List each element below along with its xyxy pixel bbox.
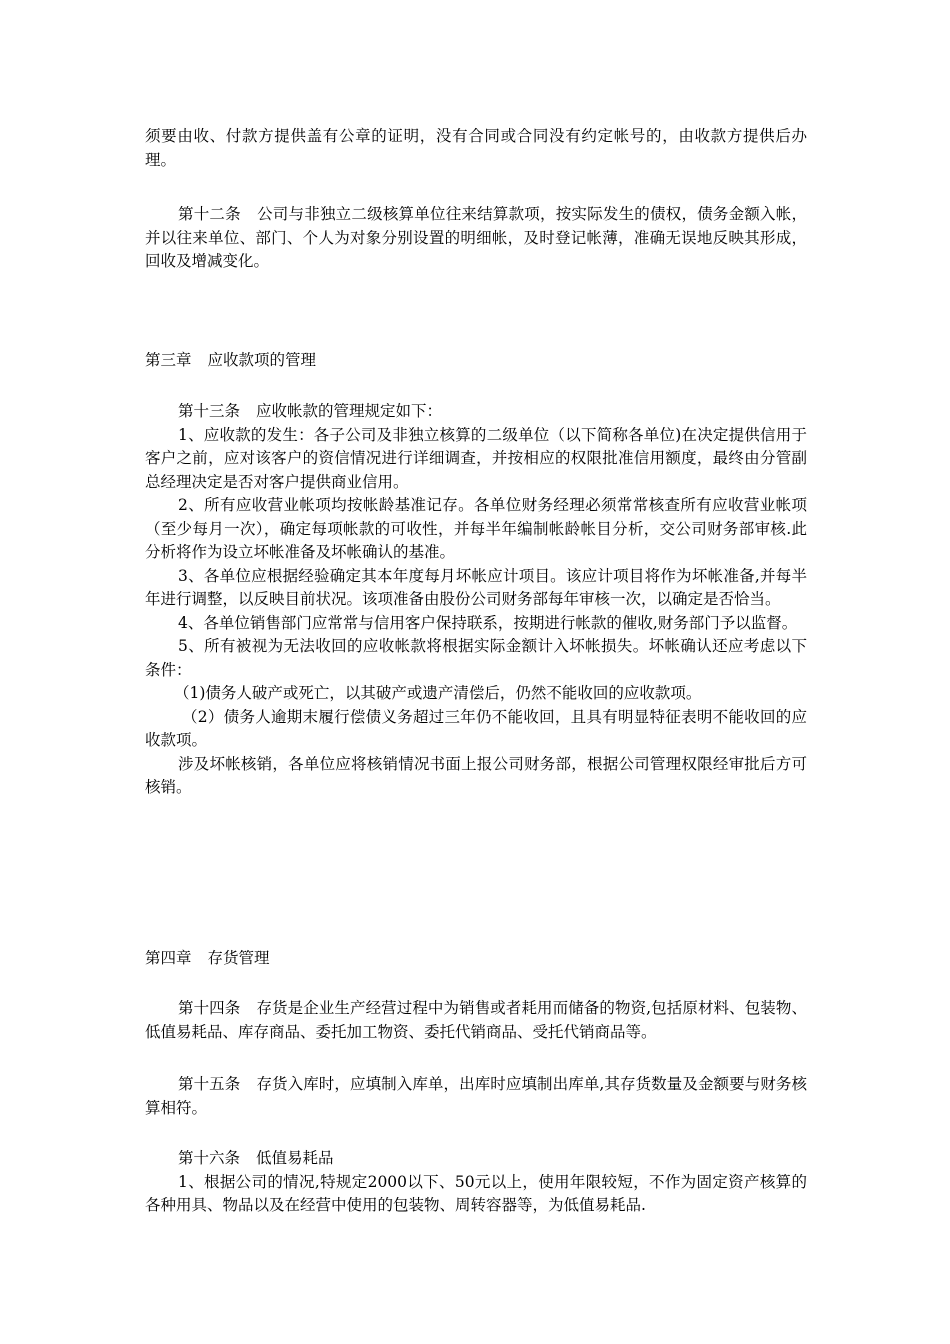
chapter-4-label: 第四章 — [145, 949, 192, 967]
article-12 — [145, 203, 807, 274]
article-15 — [145, 1073, 807, 1120]
article-14-label: 第十四条 — [178, 999, 241, 1017]
article-13-item: 4、各单位销售部门应常常与信用客户保持联系，按期进行帐款的催收,财务部门予以监督。 — [178, 613, 798, 632]
chapter-3-title: 应收款项的管理 — [207, 351, 317, 369]
article-14-text: 存货是企业生产经营过程中为销售或者耗用而储备的物资,包括原材料、包装物、低值易耗品、库存商品、委托加工物资、委托代销商品、受托代销商品等。 — [145, 999, 807, 1041]
article-13-item: 1、应收款的发生：各子公司及非独立核算的二级单位（以下简称各单位)在决定提供信用于客户之前，应对该客户的资信情况进行详细调查，并按相应的权限批准信用额度，最终由分管副总经理决定是否对客户提供商业信用。 — [145, 425, 807, 491]
article-13-item: 5、所有被视为无法收回的应收帐款将根据实际金额计入坏帐损失。坏帐确认还应考虑以下条件： — [145, 637, 807, 679]
chapter-3-label: 第三章 — [145, 351, 192, 369]
article-13-item: 3、各单位应根据经验确定其本年度每月坏帐应计项目。该应计项目将作为坏帐准备,并每半年进行调整，以反映目前状况。该项准备由股份公司财务部每年审核一次，以确定是否恰当。 — [145, 566, 807, 608]
article-13-label: 第十三条 — [178, 402, 241, 420]
article-16-title: 低值易耗品 — [256, 1149, 334, 1167]
paragraph-continued: 须要由收、付款方提供盖有公章的证明，没有合同或合同没有约定帐号的，由收款方提供后办理。 — [145, 127, 807, 169]
article-16-label: 第十六条 — [178, 1149, 241, 1167]
article-14 — [145, 997, 807, 1044]
chapter-4-title: 存货管理 — [207, 949, 270, 967]
article-12-text: 公司与非独立二级核算单位往来结算款项，按实际发生的债权，债务金额入帐，并以往来单位、部门、个人为对象分别设置的明细帐，及时登记帐薄，准确无误地反映其形成，回收及增减变化。 — [145, 205, 807, 270]
article-16-item: 1、根据公司的情况,特规定2000以下、50元以上，使用年限较短，不作为固定资产核算的各种用具、物品以及在经营中使用的包装物、周转容器等，为低值易耗品. — [145, 1172, 807, 1214]
article-13-title: 应收帐款的管理规定如下： — [256, 402, 443, 420]
article-16-heading — [145, 1147, 807, 1171]
condition-1: （1)债务人破产或死亡，以其破产或遗产清偿后，仍然不能收回的应收款项。 — [174, 684, 702, 702]
article-15-text: 存货入库时，应填制入库单，出库时应填制出库单,其存货数量及金额要与财务核算相符。 — [145, 1075, 807, 1117]
article-15-label: 第十五条 — [178, 1075, 241, 1093]
article-12-label: 第十二条 — [178, 205, 241, 223]
article-13-heading — [145, 400, 807, 424]
chapter-4-heading — [145, 947, 270, 970]
article-13 — [145, 400, 807, 800]
condition-2: （2）债务人逾期末履行偿债义务超过三年仍不能收回，且具有明显特征表明不能收回的应收款项。 — [145, 707, 807, 749]
article-16 — [145, 1147, 807, 1218]
chapter-3-heading — [145, 349, 316, 372]
article-13-item: 2、所有应收营业帐项均按帐龄基准记存。各单位财务经理必须常常核查所有应收营业帐项（至少每月一次），确定每项帐款的可收性，并每半年编制帐龄帐目分析，交公司财务部审核.此分析将作为设立坏帐准备及坏帐确认的基准。 — [145, 496, 807, 561]
write-off-note: 涉及坏帐核销，各单位应将核销情况书面上报公司财务部，根据公司管理权限经审批后方可核销。 — [145, 754, 807, 796]
